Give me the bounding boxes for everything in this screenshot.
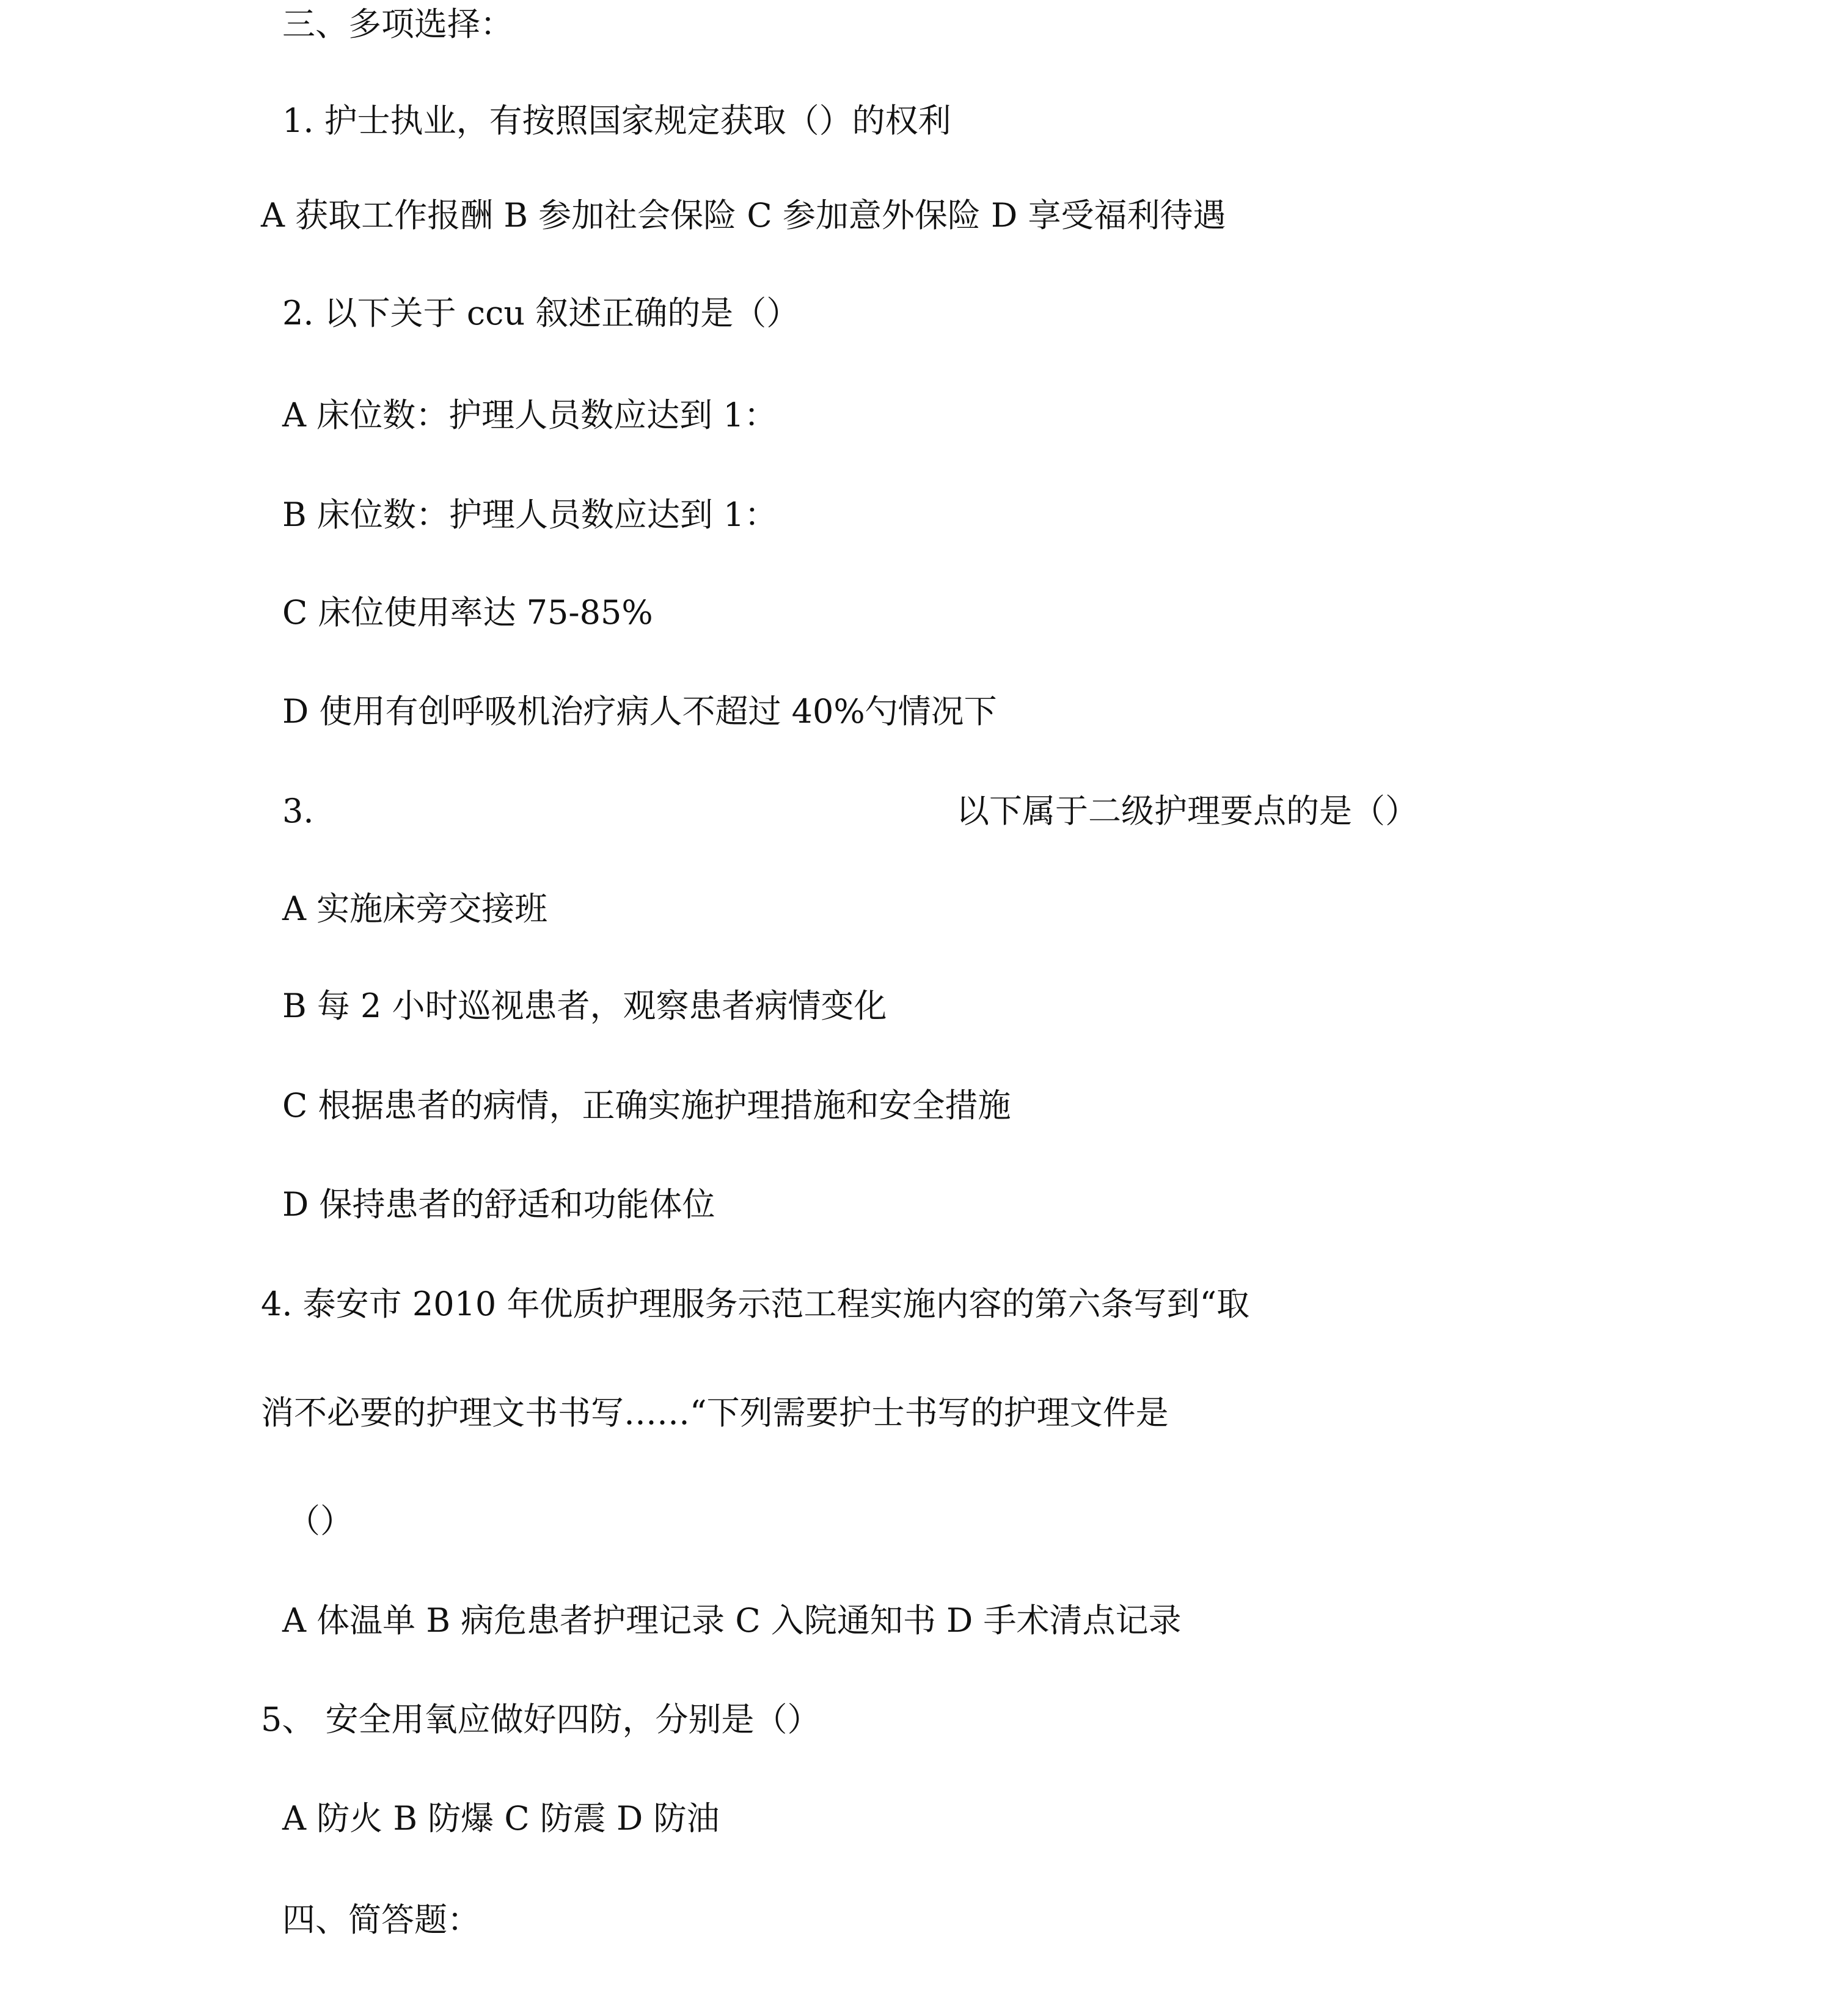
q5-stem: 5、 安全用氧应做好四防，分别是（） bbox=[261, 1700, 821, 1739]
q1-stem: 1. 护士执业，有按照国家规定获取（）的权利 bbox=[282, 101, 951, 140]
q3-option-c: C 根据患者的病情，正确实施护理措施和安全措施 bbox=[282, 1086, 1011, 1125]
q2-option-d: D 使用有创呼吸机治疗病人不超过 40%勺情况下 bbox=[282, 692, 997, 731]
q3-stem: 以下属于二级护理要点的是（） bbox=[956, 792, 1418, 830]
q2-stem: 2. 以下关于 ccu 叙述正确的是（） bbox=[282, 294, 800, 332]
q4-stem-line-1: 4. 泰安市 2010 年优质护理服务示范工程实施内容的第六条写到“取 bbox=[261, 1285, 1250, 1323]
q2-option-a: A 床位数：护理人员数应达到 1： bbox=[282, 396, 777, 434]
section-3-heading: 三、多项选择： bbox=[282, 5, 513, 43]
q5-options: A 防火 B 防爆 C 防震 D 防油 bbox=[282, 1799, 720, 1838]
q3-option-a: A 实施床旁交接班 bbox=[282, 889, 548, 928]
q4-stem-line-2: 消不必要的护理文书书写……“下列需要护士书写的护理文件是 bbox=[261, 1393, 1169, 1432]
q4-stem-line-3: （） bbox=[287, 1502, 353, 1540]
q3-option-d: D 保持患者的舒适和功能体位 bbox=[282, 1185, 715, 1224]
q4-options: A 体温单 B 病危患者护理记录 C 入院通知书 D 手术清点记录 bbox=[282, 1601, 1182, 1640]
q3-number: 3. bbox=[282, 792, 314, 830]
q1-options: A 获取工作报酬 B 参加社会保险 C 参加意外保险 D 享受福利待遇 bbox=[261, 196, 1226, 235]
q2-option-b: B 床位数：护理人员数应达到 1： bbox=[282, 495, 778, 534]
q3-option-b: B 每 2 小时巡视患者，观察患者病情变化 bbox=[282, 987, 887, 1025]
section-4-heading: 四、简答题： bbox=[282, 1901, 480, 1939]
q2-option-c: C 床位使用率达 75-85% bbox=[282, 593, 653, 632]
